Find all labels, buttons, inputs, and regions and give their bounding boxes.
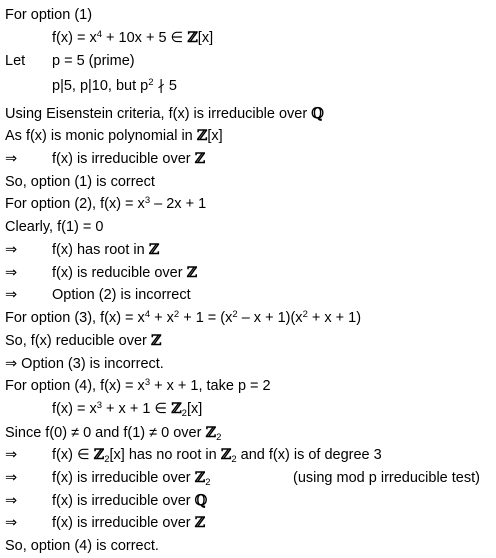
option1-conclusion: So, option (1) is correct	[5, 174, 155, 190]
option1-heading: For option (1)	[5, 7, 93, 23]
implies-arrow: ⇒	[5, 242, 18, 258]
irreducible-over-z2: f(x) is irreducible over ℤ$_2$	[52, 469, 211, 488]
implies-arrow: ⇒	[5, 515, 18, 531]
option3-factorization: For option (3), $f(x) = x^4 + x^2 + 1 = (x^2 - x + 1)(x^2 + x + 1)$	[5, 309, 362, 326]
implies-arrow: ⇒	[5, 287, 18, 303]
option3-conclusion: ⇒ Option (3) is incorrect.	[5, 356, 164, 372]
implies-arrow: ⇒	[5, 265, 18, 281]
option4-polynomial: For option (4), $f(x) = x^3 + x + 1$, take p = 2	[5, 377, 271, 394]
root-check: Clearly, f(1) = 0	[5, 219, 104, 235]
let-label: Let	[5, 53, 26, 69]
implies-arrow: ⇒	[5, 470, 18, 486]
monic-statement: As f(x) is monic polynomial in ℤ[x]	[5, 127, 223, 144]
has-root-statement: f(x) has root in ℤ	[52, 241, 160, 258]
prime-choice: p = 5 (prime)	[52, 53, 135, 69]
reducible-statement: f(x) is reducible over ℤ	[52, 264, 198, 281]
irreducible-over-z: f(x) is irreducible over ℤ	[52, 150, 206, 167]
irreducible-over-q: f(x) is irreducible over ℚ	[52, 492, 208, 509]
implies-arrow: ⇒	[5, 447, 18, 463]
option4-conclusion: So, option (4) is correct.	[5, 538, 159, 554]
polynomial-over-z2: $f(x) = x^3 + x + 1$ ∈ ℤ$_2$[x]	[52, 400, 203, 419]
implies-arrow: ⇒	[5, 493, 18, 509]
mod-p-test-note: (using mod p irreducible test)	[293, 470, 480, 486]
option2-polynomial: For option (2), $f(x) = x^3 - 2x + 1$	[5, 195, 207, 212]
eisenstein-statement: Using Eisenstein criteria, f(x) is irreducible over ℚ	[5, 105, 324, 122]
option2-conclusion: Option (2) is incorrect	[52, 287, 191, 303]
implies-arrow: ⇒	[5, 151, 18, 167]
no-root-check: Since f(0) ≠ 0 and f(1) ≠ 0 over ℤ$_2$	[5, 424, 222, 443]
irreducible-over-z-final: f(x) is irreducible over ℤ	[52, 514, 206, 531]
reducible-over-z: So, f(x) reducible over ℤ	[5, 332, 162, 349]
option1-polynomial: $f(x) = x^4 + 10x + 5$ ∈ ℤ[x]	[52, 29, 214, 46]
divisibility-conditions: p|5, p|10, but $p^2$ ∤ 5	[52, 77, 177, 94]
no-root-degree-statement: f(x) ∈ ℤ$_2$[x] has no root in ℤ$_2$ and f(x) is of degree 3	[52, 446, 382, 465]
